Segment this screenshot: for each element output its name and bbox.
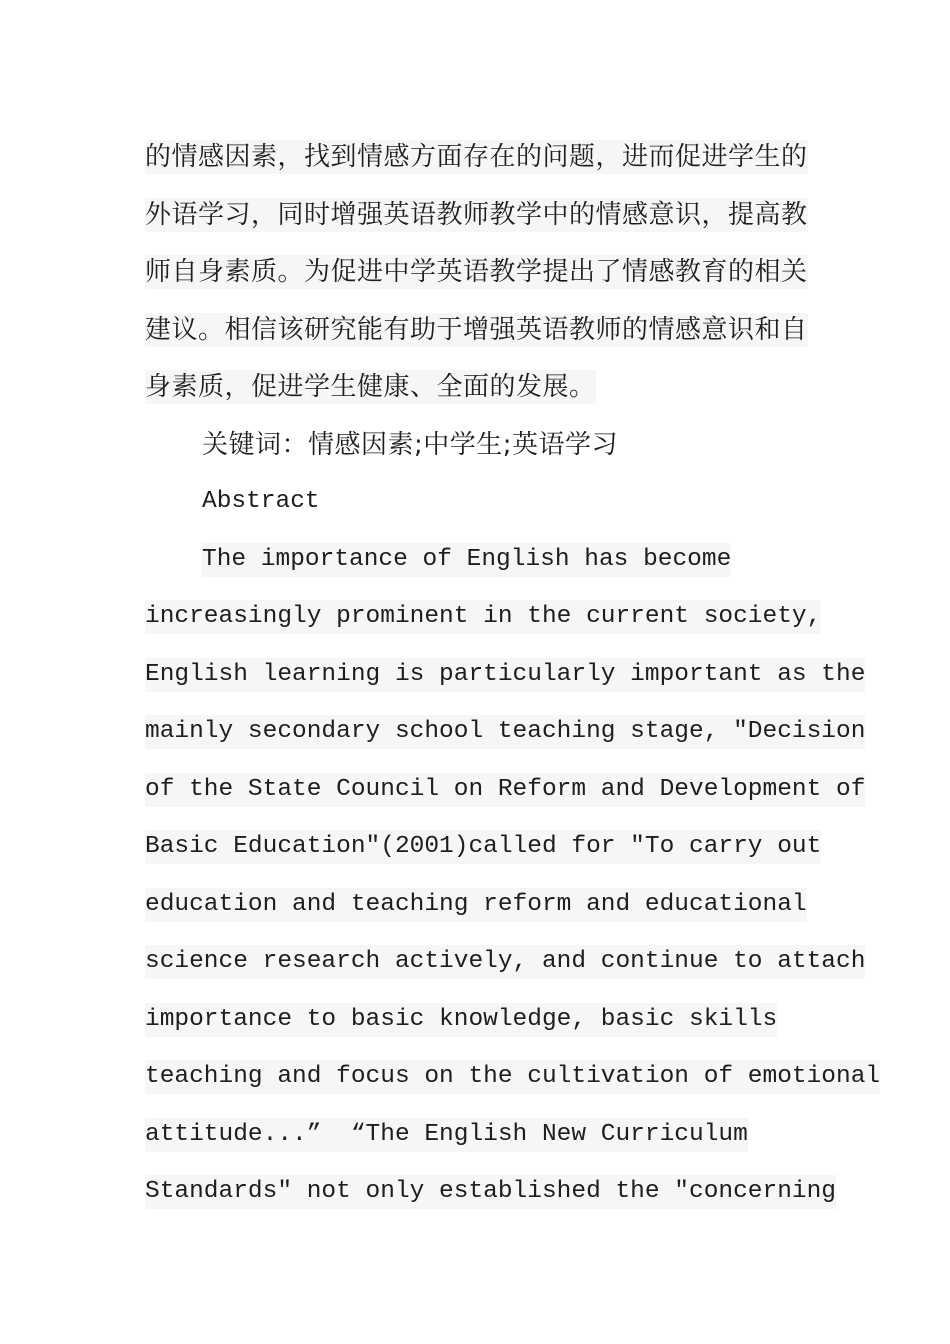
chinese-abstract-line-1: 的情感因素，找到情感方面存在的问题，进而促进学生的	[145, 142, 808, 172]
chinese-abstract-line-2: 外语学习，同时增强英语教师教学中的情感意识，提高教	[145, 200, 808, 230]
abstract-heading: Abstract	[202, 488, 320, 515]
english-abstract-line-5: of the State Council on Reform and Development of	[145, 773, 865, 807]
english-abstract-line-9: importance to basic knowledge, basic skills	[145, 1003, 777, 1037]
english-abstract-line-3: English learning is particularly important as the	[145, 658, 865, 692]
english-abstract-line-1: The importance of English has become	[202, 543, 731, 577]
chinese-abstract-line-3: 师自身素质。为促进中学英语教学提出了情感教育的相关	[145, 257, 808, 287]
keywords-line: 关键词：情感因素;中学生;英语学习	[202, 430, 619, 460]
chinese-abstract-line-4: 建议。相信该研究能有助于增强英语教师的情感意识和自	[145, 315, 808, 345]
english-abstract-line-11: attitude...” “The English New Curriculum	[145, 1118, 748, 1152]
english-abstract-line-7: education and teaching reform and educational	[145, 888, 807, 922]
chinese-abstract-line-5: 身素质，促进学生健康、全面的发展。	[145, 372, 596, 402]
english-abstract-line-6: Basic Education″(2001)called for ″To carry out	[145, 830, 821, 864]
english-abstract-line-2: increasingly prominent in the current society,	[145, 600, 821, 634]
english-abstract-line-10: teaching and focus on the cultivation of emotional	[145, 1060, 880, 1094]
english-abstract-line-4: mainly secondary school teaching stage, ″Decision	[145, 715, 865, 749]
english-abstract-line-12: Standards″ not only established the ″concerning	[145, 1175, 836, 1209]
english-abstract-line-8: science research actively, and continue to attach	[145, 945, 865, 979]
